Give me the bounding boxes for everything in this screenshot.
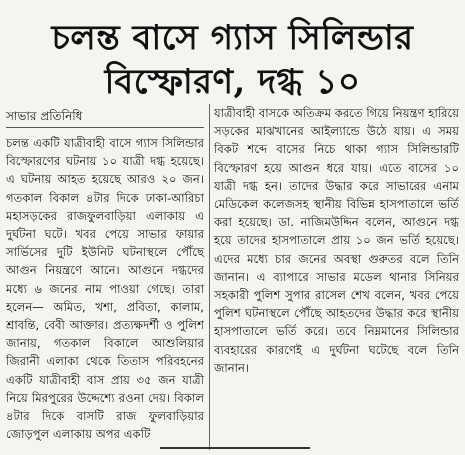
headline-line-1: চলন্ত বাসে গ্যাস সিলিন্ডার bbox=[51, 18, 414, 58]
byline: সাভার প্রতিনিধি bbox=[6, 107, 204, 128]
article-body-right: যাত্রীবাহী বাসকে অতিক্রম করতে গিয়ে নিয়ন্ত্রণ হারিয়ে সড়কের মাঝখানের আইল্যান্ডে উঠে যায়। এ সময় বিকট শব্দে বাসের নিচে থাকা গ্যাস সিলিন্ডারটি বিস্ফোরণ হয়ে আগুন ধরে যায়। এতে বাসের ১০ যাত্রী দগ্ধ হন। তাদের উদ্ধার করে সাভারের এনাম মেডিকেল কলেজসহ স্থানীয় বিভিন্ন হাসপাতালে ভর্তি করা হয়েছে। ডা. নাজিমউদ্দিন বলেন, আগুনে দগ্ধ হয়ে তাদের হাসপাতালে প্রায় ১০ জন ভর্তি হয়েছে। এদের মধ্যে চার জনের অবস্থা গুরুতর বলে তিনি জানান। এ ব্যাপারে সাভার মডেল থানার সিনিয়র সহকারী পুলিশ সুপার রাসেল শেখ বলেন, খবর পেয়ে পুলিশ ঘটনাস্থলে পৌঁছে আহতদের উদ্ধার করে স্থানীয় হাসপাতালে ভর্তি করে। তবে নিম্নমানের সিলিন্ডার ব্যবহারের কারণেই এ দুর্ঘটনা ঘটেছে বলে তিনি জানান। bbox=[214, 106, 459, 375]
column-divider bbox=[209, 104, 210, 450]
article-body-left: চলন্ত একটি যাত্রীবাহী বাসে গ্যাস সিলিন্ডার বিস্ফোরণের ঘটনায় ১০ যাত্রী দগ্ধ হয়েছে। এ ঘটনায় আহত হয়েছে আরও ২০ জন। গতকাল বিকাল ৪টার দিকে ঢাকা-আরিচা মহাসড়কের রাজফুলবাড়িয়া এলাকায় এ দুর্ঘটনা ঘটে। খবর পেয়ে সাভার ফায়ার সার্ভিসের দুটি ইউনিট ঘটনাস্থলে পৌঁছে আগুন নিয়ন্ত্রণে আনে। আগুনে দগ্ধদের মধ্যে ৬ জনের নাম পাওয়া গেছে। তারা হলেন— অমিত, খশা, প্রবিতা, কালাম, শ্রাবন্তি, বেবী আক্তার। প্রত্যক্ষদর্শী ও পুলিশ জানায়, গতকাল বিকালে আশুলিয়ার জিরানী এলাকা থেকে তিতাস পরিবহনের একটি যাত্রীবাহী বাস প্রায় ৩৫ জন যাত্রী নিয়ে মিরপুরের উদ্দেশ্যে রওনা দেয়। বিকাল ৪টার দিকে বাসটি রাজ ফুলবাড়িয়ার জোড়পুল এলাকায় অপর একটি bbox=[6, 136, 204, 442]
article-column-right bbox=[214, 104, 459, 377]
article-column-left bbox=[6, 107, 204, 443]
headline-line-2: বিস্ফোরণ, দগ্ধ ১০ bbox=[104, 62, 361, 102]
bottom-rule bbox=[160, 447, 310, 455]
headline bbox=[0, 16, 465, 104]
